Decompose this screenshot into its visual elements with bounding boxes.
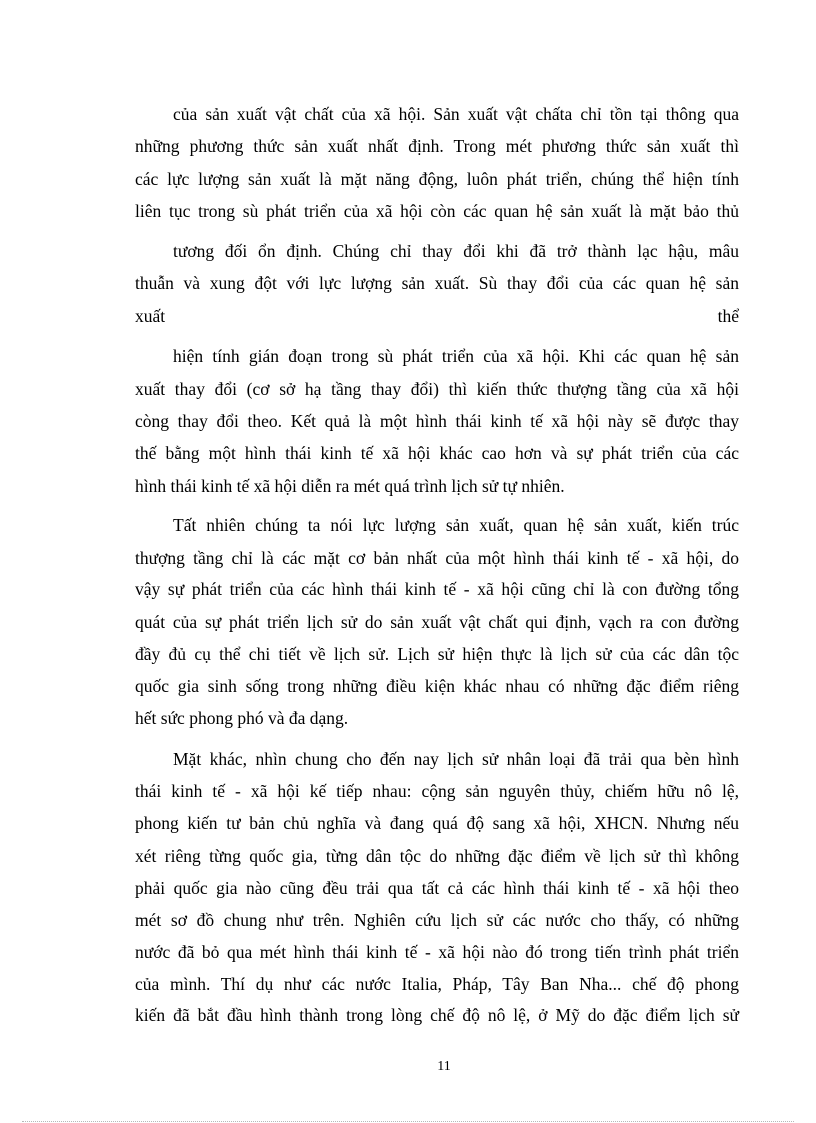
text-line: của sản xuất vật chất của xã hội. Sản xuất vật chấta chỉ tồn tại thông qua xyxy=(173,104,739,124)
text-line: hiện tính gián đoạn trong sù phát triển của xã hội. Khi các quan hệ sản xyxy=(173,346,739,366)
text-line: nước đã bỏ qua mét hình thái kinh tế - xã hội nào đó trong tiến trình phát triển xyxy=(135,942,739,962)
text-line: đầy đủ cụ thể chi tiết về lịch sử. Lịch sử hiện thực là lịch sử của các dân tộc xyxy=(135,644,739,664)
text-line: tương đối ổn định. Chúng chỉ thay đổi khi đã trở thành lạc hậu, mâu xyxy=(173,241,739,261)
text-line: Mặt khác, nhìn chung cho đến nay lịch sử nhân loại đã trải qua bèn hình xyxy=(173,749,739,769)
text-line: xét riêng từng quốc gia, từng dân tộc do những đặc điểm về lịch sử thì không xyxy=(135,846,739,866)
text-line: của mình. Thí dụ như các nước Italia, Pháp, Tây Ban Nha... chế độ phong xyxy=(135,974,739,994)
text-line: mét sơ đồ chung như trên. Nghiên cứu lịch sử các nước cho thấy, có những xyxy=(135,910,739,930)
text-line: thế bằng một hình thái kinh tế xã hội khác cao hơn và sự phát triển của các xyxy=(135,443,739,463)
text-line: Tất nhiên chúng ta nói lực lượng sản xuất, quan hệ sản xuất, kiến trúc xyxy=(173,515,739,535)
text-line: phong kiến tư bản chủ nghĩa và đang quá độ sang xã hội, XHCN. Nhưng nếu xyxy=(135,813,739,833)
text-line: xuất thay đổi (cơ sở hạ tầng thay đổi) thì kiến thức thượng tầng của xã hội xyxy=(135,379,739,399)
text-line: những phương thức sản xuất nhất định. Trong mét phương thức sản xuất thì xyxy=(135,136,739,156)
text-line: quát của sự phát triển lịch sử do sản xuất vật chất qui định, vạch ra con đường xyxy=(135,612,739,632)
text-line: xuất thể xyxy=(135,306,739,326)
text-line: thượng tầng chỉ là các mặt cơ bản nhất của một hình thái kinh tế - xã hội, do xyxy=(135,548,739,568)
text-line: vậy sự phát triển của các hình thái kinh tế - xã hội cũng chỉ là con đường tổng xyxy=(135,579,739,599)
text-line: thái kinh tế - xã hội kế tiếp nhau: cộng sản nguyên thủy, chiếm hữu nô lệ, xyxy=(135,781,739,801)
text-line: phải quốc gia nào cũng đều trải qua tất cả các hình thái kinh tế - xã hội theo xyxy=(135,878,739,898)
page-number: 11 xyxy=(437,1059,451,1074)
text-line: còng thay đổi theo. Kết quả là một hình thái kinh tế xã hội này sẽ được thay xyxy=(135,411,739,431)
text-line: hình thái kinh tế xã hội diễn ra mét quá trình lịch sử tự nhiên. xyxy=(135,476,565,496)
text-line: quốc gia sinh sống trong những điều kiện khác nhau có những đặc điểm riêng xyxy=(135,676,739,696)
text-line: kiến đã bắt đầu hình thành trong lòng chế độ nô lệ, ở Mỹ do đặc điểm lịch sử xyxy=(135,1005,739,1025)
page-bottom-divider xyxy=(22,1121,794,1122)
text-line: các lực lượng sản xuất là mặt năng động, luôn phát triển, chúng thể hiện tính xyxy=(135,169,739,189)
text-line: thuẫn và xung đột với lực lượng sản xuất. Sù thay đổi của các quan hệ sản xyxy=(135,273,739,293)
text-line: liên tục trong sù phát triển của xã hội còn các quan hệ sản xuất là mặt bảo thủ xyxy=(135,201,739,221)
text-line: hết sức phong phó và đa dạng. xyxy=(135,708,349,728)
